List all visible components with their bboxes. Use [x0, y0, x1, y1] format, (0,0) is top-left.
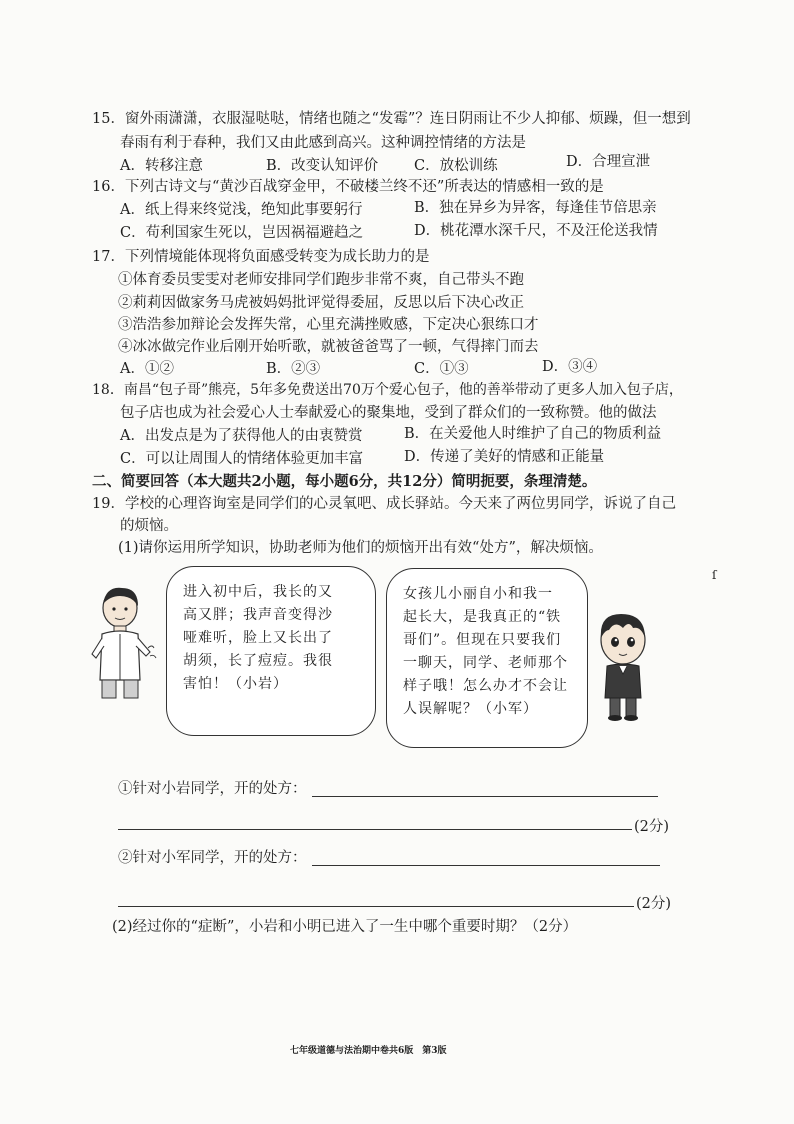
q15-stem-line1: 15．窗外雨潇潇，衣服湿哒哒，情绪也随之“发霉”？连日阴雨让不少人抑郁、烦躁，但一想到	[92, 111, 691, 127]
answer-2-label: ②针对小军同学，开的处方：	[118, 850, 307, 866]
q16-option-c: C．苟利国家生死以，岂因祸福避趋之	[120, 225, 364, 241]
boy-xiaojun-illustration	[593, 608, 653, 723]
bubble-right-line-5: 样子哦！怎么办才不会让	[403, 678, 568, 694]
answer-1-line-a[interactable]	[312, 796, 658, 797]
q17-item-2: ②莉莉因做家务马虎被妈妈批评觉得委屈，反思以后下决心改正	[118, 295, 524, 311]
page-footer: 七年级道德与法治期中卷共6版 第3版	[290, 1046, 447, 1056]
q19-subquestion-1: (1)请你运用所学知识，协助老师为他们的烦恼开出有效“处方”，解决烦恼。	[118, 540, 603, 556]
q18-option-d: D．传递了美好的情感和正能量	[404, 449, 605, 465]
q16-option-a: A．纸上得来终觉浅，绝知此事要躬行	[120, 202, 363, 218]
q17-item-3: ③浩浩参加辩论会发挥失常，心里充满挫败感，下定决心狠练口才	[118, 317, 539, 333]
q15-option-d: D．合理宣泄	[566, 154, 651, 170]
q17-option-c: C．①③	[414, 361, 469, 377]
q15-option-a: A．转移注意	[120, 158, 203, 174]
stray-mark: ſ	[712, 568, 717, 582]
q17-option-d: D．③④	[542, 359, 598, 375]
bubble-right-line-4: 一聊天，同学、老师那个	[403, 655, 568, 671]
q18-stem-line2: 包子店也成为社会爱心人士奉献爱心的聚集地，受到了群众们的一致称赞。他的做法	[120, 405, 657, 421]
bubble-left-line-2: 高又胖；我声音变得沙	[183, 607, 333, 623]
q18-option-c: C．可以让周围人的情绪体验更加丰富	[120, 451, 364, 467]
q17-stem: 17．下列情境能体现将负面感受转变为成长助力的是	[92, 249, 430, 265]
q17-option-a: A．①②	[120, 361, 174, 377]
speech-bubble-xiaojun	[386, 568, 588, 748]
answer-2-line-a[interactable]	[312, 865, 660, 866]
q19-stem-line1: 19．学校的心理咨询室是同学们的心灵氧吧、成长驿站。今天来了两位男同学，诉说了自己	[92, 496, 676, 512]
q17-option-b: B．②③	[266, 361, 321, 377]
q16-option-b: B．独在异乡为异客，每逢佳节倍思亲	[414, 200, 657, 216]
answer-1-line-b[interactable]	[118, 829, 632, 830]
answer-2-score: (2分)	[636, 896, 672, 912]
bubble-right-line-6: 人误解呢？（小军）	[403, 701, 538, 717]
q15-stem-line2: 春雨有利于春种，我们又由此感到高兴。这种调控情绪的方法是	[120, 135, 526, 151]
answer-1-label: ①针对小岩同学，开的处方：	[118, 781, 307, 797]
answer-1-score: (2分)	[634, 819, 670, 835]
boy-xiaoyan-illustration	[88, 582, 158, 702]
q17-item-1: ①体育委员雯雯对老师安排同学们跑步非常不爽，自己带头不跑	[118, 272, 524, 288]
section-2-heading: 二、简要回答（本大题共2小题，每小题6分，共12分）简明扼要，条理清楚。	[92, 473, 597, 490]
bubble-left-line-5: 害怕！（小岩）	[183, 676, 288, 692]
speech-bubble-xiaoyan	[166, 566, 376, 736]
bubble-left-line-4: 胡须，长了痘痘。我很	[183, 653, 333, 669]
bubble-left-line-1: 进入初中后，我长的又	[183, 584, 333, 600]
bubble-right-line-3: 哥们”。但现在只要我们	[403, 632, 562, 648]
q19-subquestion-2: (2)经过你的“症断”，小岩和小明已进入了一生中哪个重要时期？（2分）	[112, 919, 578, 935]
q16-stem: 16．下列古诗文与“黄沙百战穿金甲，不破楼兰终不还”所表达的情感相一致的是	[92, 179, 604, 195]
q17-item-4: ④冰冰做完作业后刚开始听歌，就被爸爸骂了一顿，气得摔门而去	[118, 339, 539, 355]
q16-option-d: D．桃花潭水深千尺，不及汪伦送我情	[414, 223, 658, 239]
answer-2-line-b[interactable]	[118, 906, 634, 907]
q15-option-c: C．放松训练	[414, 158, 498, 174]
bubble-left-line-3: 哑难听，脸上又长出了	[183, 630, 333, 646]
bubble-right-line-1: 女孩儿小丽自小和我一	[403, 586, 553, 602]
q19-stem-line2: 的烦恼。	[120, 518, 178, 534]
bubble-right-line-2: 起长大，是我真正的“铁	[403, 609, 562, 625]
q18-stem-line1: 18．南昌“包子哥”熊亮，5年多免费送出70万个爱心包子，他的善举带动了更多人加入包子店，	[92, 382, 683, 398]
q18-option-b: B．在关爱他人时维护了自己的物质利益	[404, 426, 662, 442]
q15-option-b: B．改变认知评价	[266, 158, 379, 174]
q18-option-a: A．出发点是为了获得他人的由衷赞赏	[120, 428, 363, 444]
